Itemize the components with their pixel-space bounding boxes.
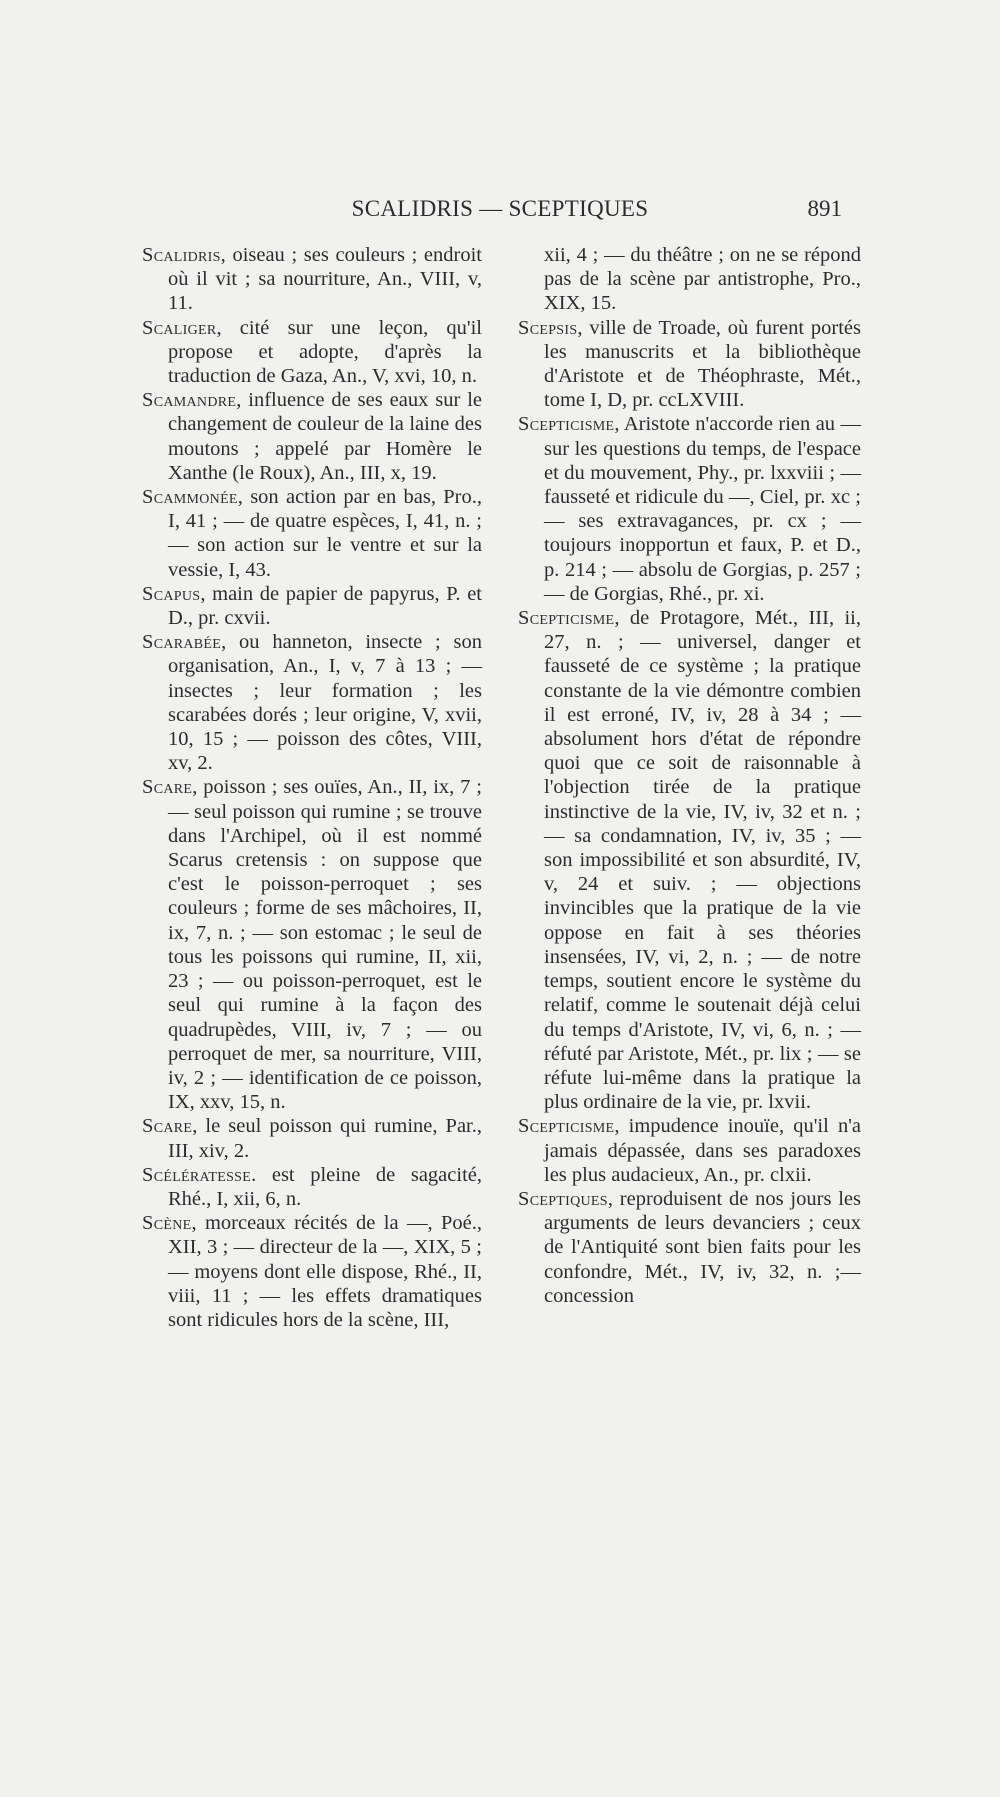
page-header	[0, 196, 1000, 228]
entry-headword: Scepticisme	[518, 413, 615, 436]
entry-text: , poisson ; ses ouïes, An., II, ix, 7 ; — seul poisson qui rumine ; se trouve dans l'Archipel, où il est nommé Scarus cretensis : on suppose que c'est le poisson-perroquet ; ses couleurs ; forme de ses mâchoires, II, ix, 7, n. ; — son estomac ; le seul de tous les poissons qui rumine, II, xii, 23 ; — ou poisson-perroquet, est le seul qui rumine à la façon des quadrupèdes, VIII, iv, 7 ; — ou perroquet de mer, sa nourriture, VIII, iv, 2 ; — identification de ce poisson, IX, xxv, 15, n.	[168, 776, 482, 1114]
index-entry	[518, 316, 861, 413]
entry-headword: Scare	[142, 776, 193, 799]
entry-headword: Scalidris	[142, 244, 221, 266]
entry-headword: Scapus	[142, 582, 201, 605]
entry-headword: Sceptiques	[518, 1187, 608, 1210]
entry-text: , de Protagore, Mét., III, ii, 27, n. ; — universel, danger et fausseté de ce système ; la pratique constante de la vie démontre combien il est erroné, IV, iv, 28 à 34 ; — absolument hors d'état de répondre quoi que ce soit de raisonnable à l'objection tirée de la pratique instinctive de la vie, IV, iv, 32 et n. ; — sa condamnation, IV, iv, 35 ; — son impossibilité et son absurdité, IV, v, 24 et suiv. ; — objections invincibles que la pratique de la vie oppose en fait à ses théories insensées, IV, vi, 2, n. ; — de notre temps, soutient encore le système du relatif, comme le soutenait déjà celui du temps d'Aristote, IV, vi, 6, n. ; — réfuté par Aristote, Mét., pr. lix ; — se réfute lui-même dans la pratique la plus ordinaire de la vie, pr. lxvii.	[544, 607, 861, 1114]
entry-text: , influence de ses eaux sur le changement de couleur de la laine des moutons ; appelé par Homère le Xanthe (le Roux), An., III, x, 19.	[168, 389, 482, 484]
entry-text: , oiseau ; ses couleurs ; endroit où il vit ; sa nourriture, An., VIII, v, 11.	[168, 244, 482, 315]
entry-text: xii, 4 ; — du théâtre ; on ne se répond pas de la scène par antistrophe, Pro., XIX, 15.	[544, 244, 861, 315]
entry-headword: Scammonée	[142, 486, 238, 509]
index-entry	[518, 606, 861, 1114]
entry-text: , ville de Troade, où furent portés les manuscrits et la bibliothèque d'Aristote et de Théophraste, Mét., tome I, D, pr. ccLXVIII.	[544, 316, 861, 412]
index-entry	[142, 1114, 482, 1162]
index-entry	[142, 243, 482, 316]
index-entry	[142, 316, 482, 389]
entry-headword: Scamandre	[142, 389, 237, 412]
entry-text: , le seul poisson qui rumine, Par., III, xiv, 2.	[168, 1115, 482, 1162]
entry-headword: Scepticisme	[518, 607, 615, 630]
entry-text: , main de papier de papyrus, P. et D., pr. cxvii.	[168, 582, 482, 630]
running-title: SCALIDRIS — SCEPTIQUES	[351, 196, 649, 221]
entry-headword: Scepsis	[518, 316, 578, 339]
entry-text: , son action par en bas, Pro., I, 41 ; — de quatre espèces, I, 41, n. ; — son action sur le ventre et sur la vessie, I, 43.	[168, 486, 482, 581]
entry-text: . est pleine de sagacité, Rhé., I, xii, 6, n.	[168, 1163, 482, 1210]
left-column	[142, 243, 482, 1332]
index-entry-continuation	[518, 243, 861, 316]
entry-text: , morceaux récités de la —, Poé., XII, 3 ; — directeur de la —, XIX, 5 ; — moyens dont elle dispose, Rhé., II, viii, 11 ; — les effets dramatiques sont ridicules hors de la scène, III,	[168, 1212, 482, 1331]
index-entry	[142, 630, 482, 775]
right-column	[518, 243, 861, 1308]
entry-headword: Scaliger	[142, 316, 217, 339]
index-entry	[518, 412, 861, 606]
entry-text: , ou hanneton, insecte ; son organisation, An., I, v, 7 à 13 ; — insectes ; leur formation ; les scarabées dorés ; leur origine, V, xvii, 10, 15 ; — poisson des côtes, VIII, xv, 2.	[168, 631, 482, 775]
index-entry	[142, 388, 482, 485]
index-entry	[142, 1163, 482, 1211]
entry-text: , reproduisent de nos jours les arguments de leurs devanciers ; ceux de l'Antiquité sont bien faits pour les confondre, Mét., IV, iv, 32, n. ;—concession	[544, 1187, 861, 1307]
entry-headword: Scélératesse	[142, 1163, 252, 1186]
entry-text: , cité sur une leçon, qu'il propose et adopte, d'après la traduction de Gaza, An., V, xvi, 10, n.	[168, 316, 482, 388]
page-number: 891	[807, 196, 842, 221]
index-entry	[518, 1187, 861, 1308]
index-entry	[142, 775, 482, 1114]
index-entry	[142, 1211, 482, 1332]
entry-text: , Aristote n'accorde rien au — sur les questions du temps, de l'espace et du mouvement, Phy., pr. lxxviii ; — fausseté et ridicule du —, Ciel, pr. xc ; — ses extravagances, pr. cx ; — toujours inopportun et faux, P. et D., p. 214 ; — absolu de Gorgias, p. 257 ; — de Gorgias, Rhé., pr. xi.	[544, 413, 861, 605]
entry-headword: Scarabée	[142, 631, 222, 654]
entry-headword: Scare	[142, 1115, 193, 1138]
entry-headword: Scepticisme	[518, 1115, 615, 1138]
entry-headword: Scène	[142, 1212, 192, 1235]
index-entry	[142, 485, 482, 582]
entry-text: , impudence inouïe, qu'il n'a jamais dépassée, dans ses paradoxes les plus audacieux, An., pr. clxii.	[544, 1115, 861, 1186]
index-entry	[142, 582, 482, 630]
index-entry	[518, 1114, 861, 1187]
